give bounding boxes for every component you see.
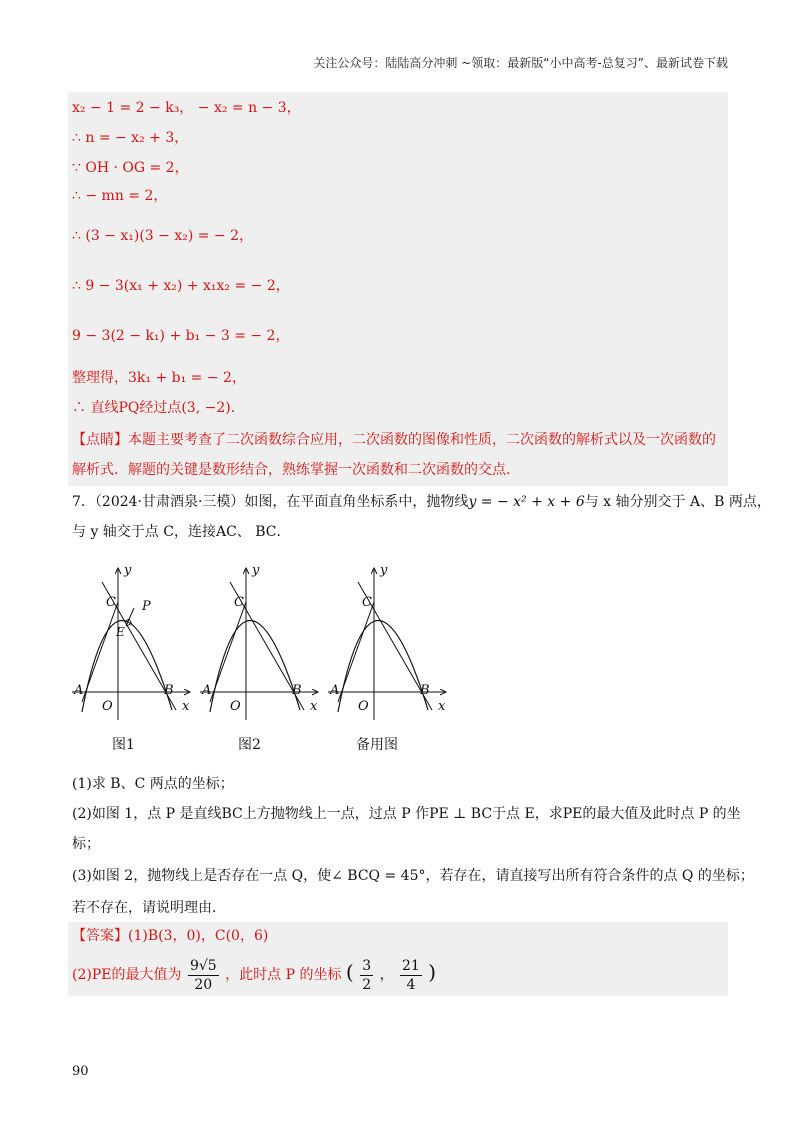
fig3-label-B: B (420, 683, 430, 698)
fig2-label-x: x (310, 699, 318, 714)
fig1-label-O: O (102, 699, 113, 714)
fig1-label-y: y (124, 563, 132, 578)
fig2-label-O: O (230, 699, 241, 714)
solution-line-2: ∴ n = − x₂ + 3， (72, 130, 189, 146)
problem-stem-2: 与 y 轴交于点 C，连接AC、 BC． (72, 524, 291, 540)
question-2-line-1: (2)如图 1，点 P 是直线BC上方抛物线上一点，过点 P 作PE ⊥ BC于点 E，求PE的最大值及此时点 P 的坐 (72, 806, 741, 822)
parabola-equation: y = − x² + x + 6 (468, 494, 585, 510)
pe-max-numerator: 9√5 (189, 957, 217, 974)
comment-tag: 【点睛】 (72, 432, 128, 448)
p-x-denominator: 2 (362, 976, 372, 993)
question-3-line-1: (3)如图 2，抛物线上是否存在一点 Q，使∠ BCQ = 45°，若存在，请直接写出所有符合条件的点 Q 的坐标； (72, 868, 754, 884)
fig3-label-O: O (358, 699, 369, 714)
figure-2 (200, 563, 318, 720)
figure-spare-caption: 备用图 (356, 737, 398, 753)
fig3-label-C: C (362, 595, 372, 610)
solution-line-5: ∴ (3 − x₁)(3 − x₂) = − 2， (72, 228, 254, 244)
question-1: (1)求 B、C 两点的坐标； (72, 776, 234, 792)
figure-2-caption: 图2 (238, 737, 261, 753)
fig1-label-x: x (182, 699, 190, 714)
fig1-label-C: C (106, 595, 116, 610)
fig3-label-A: A (330, 683, 340, 698)
figure-1-caption: 图1 (112, 737, 135, 753)
p-y-numerator: 21 (402, 957, 420, 974)
figure-1 (72, 563, 190, 720)
p-y-denominator: 4 (406, 976, 416, 993)
solution-line-7: 9 − 3(2 − k₁) + b₁ − 3 = − 2， (72, 328, 290, 344)
solution-line-8: 整理得，3k₁ + b₁ = − 2， (72, 370, 246, 386)
fig1-label-B: B (164, 683, 174, 698)
p-x-fraction (360, 957, 373, 994)
fig2-label-B: B (292, 683, 302, 698)
p-y-fraction (400, 957, 422, 994)
function-figures (72, 560, 452, 760)
answer-1: (1)B(3，0)，C(0，6) (128, 928, 269, 944)
solution-line-9: ∴ 直线PQ经过点(3, −2). (72, 400, 236, 416)
solution-line-3: ∵ OH · OG = 2， (72, 160, 189, 176)
problem-stem-1c: 与 x 轴分别交于 A、B 两点， (584, 494, 771, 510)
comment-line-2: 解析式．解题的关键是数形结合，熟练掌握一次函数和二次函数的交点． (72, 462, 520, 478)
answer-tag: 【答案】 (72, 928, 128, 944)
fig3-label-y: y (380, 563, 388, 578)
question-2-line-2: 标； (72, 836, 100, 852)
answer-2-prefix: (2)PE的最大值为 (72, 967, 182, 983)
fig3-label-x: x (438, 699, 446, 714)
answer-2-mid: ，此时点 P 的坐标 (225, 967, 342, 983)
comment-text-1: 本题主要考查了二次函数综合应用，二次函数的图像和性质，二次函数的解析式以及一次函数的 (128, 432, 716, 448)
fig2-label-y: y (252, 563, 260, 578)
solution-line-1: x₂ − 1 = 2 − k₃， − x₂ = n − 3， (72, 100, 301, 116)
answer-line-2: (2)PE的最大值为 $\frac{9√5}{20}$ ，此时点 P 的坐标 ( $\frac{3}{2}$ ， $\frac{21}{4}$ ) (72, 957, 437, 993)
problem-stem-1 (72, 492, 771, 512)
problem-stem-1a: 7．（2024·甘肃酒泉·三模）如图，在平面直角坐标系中，抛物线 (72, 494, 469, 510)
figure-spare (328, 563, 446, 720)
p-x-numerator: 3 (362, 957, 372, 974)
page-header: 关注公众号：陆陆高分冲刺 ~领取：最新版“小中高考-总复习”、最新试卷下载 (313, 56, 728, 70)
comment-line-1 (72, 430, 716, 450)
answer-line-1 (72, 926, 268, 946)
fig2-label-C: C (234, 595, 244, 610)
solution-line-6: ∴ 9 − 3(x₁ + x₂) + x₁x₂ = − 2， (72, 278, 290, 294)
fig1-label-E: E (116, 625, 125, 639)
fig2-label-A: A (202, 683, 212, 698)
pe-max-denominator: 20 (194, 976, 213, 993)
solution-line-4: ∴ − mn = 2， (72, 188, 168, 204)
page-number: 90 (72, 1064, 89, 1079)
fig1-label-P: P (142, 599, 151, 614)
pe-max-fraction (188, 957, 219, 994)
fig1-label-A: A (74, 683, 84, 698)
question-3-line-2: 若不存在，请说明理由． (72, 900, 226, 916)
